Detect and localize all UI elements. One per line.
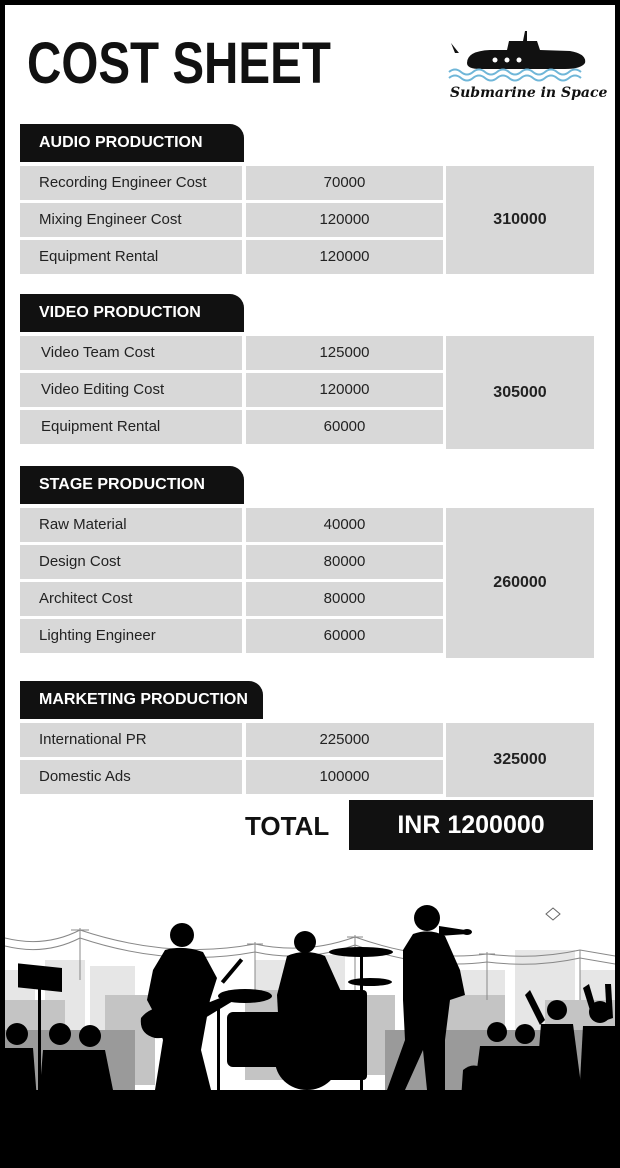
submarine-icon [445, 23, 590, 85]
total-value: INR 1200000 [349, 800, 593, 850]
page-title: COST SHEET [27, 31, 331, 96]
row-label: Lighting Engineer [20, 619, 242, 653]
section-subtotal: 305000 [446, 336, 594, 449]
row-label: Architect Cost [20, 582, 242, 616]
table-row [20, 240, 443, 274]
row-value: 40000 [246, 508, 443, 542]
concert-silhouette-icon [5, 900, 615, 1168]
row-label: Equipment Rental [20, 410, 242, 444]
row-value: 80000 [246, 545, 443, 579]
row-value: 60000 [246, 410, 443, 444]
section-marketing-production [20, 681, 600, 801]
table-row [20, 373, 443, 407]
section-audio-production [20, 124, 600, 279]
logo [445, 23, 608, 118]
table-row [20, 508, 443, 542]
table-row [20, 760, 443, 794]
row-value: 70000 [246, 166, 443, 200]
row-label: Video Editing Cost [20, 373, 242, 407]
row-label: Mixing Engineer Cost [20, 203, 242, 237]
row-label: International PR [20, 723, 242, 757]
table-row [20, 203, 443, 237]
table-row [20, 336, 443, 370]
cost-sheet [5, 5, 615, 1168]
section-header: STAGE PRODUCTION [20, 466, 244, 504]
row-value: 80000 [246, 582, 443, 616]
row-label: Equipment Rental [20, 240, 242, 274]
row-label: Raw Material [20, 508, 242, 542]
section-subtotal: 260000 [446, 508, 594, 658]
table-row [20, 582, 443, 616]
row-value: 120000 [246, 203, 443, 237]
table-row [20, 619, 443, 653]
row-value: 225000 [246, 723, 443, 757]
table-row [20, 723, 443, 757]
total-label: TOTAL [245, 811, 330, 841]
row-value: 120000 [246, 373, 443, 407]
row-label: Video Team Cost [20, 336, 242, 370]
row-label: Recording Engineer Cost [20, 166, 242, 200]
section-header: AUDIO PRODUCTION [20, 124, 244, 162]
row-value: 100000 [246, 760, 443, 794]
row-value: 60000 [246, 619, 443, 653]
section-subtotal: 325000 [446, 723, 594, 797]
section-video-production [20, 294, 600, 449]
row-value: 120000 [246, 240, 443, 274]
section-subtotal: 310000 [446, 166, 594, 274]
logo-text: Submarine in Space [450, 85, 608, 101]
section-header: VIDEO PRODUCTION [20, 294, 244, 332]
row-label: Design Cost [20, 545, 242, 579]
table-row [20, 166, 443, 200]
table-row [20, 410, 443, 444]
table-row [20, 545, 443, 579]
section-header: MARKETING PRODUCTION [20, 681, 263, 719]
row-label: Domestic Ads [20, 760, 242, 794]
row-value: 125000 [246, 336, 443, 370]
section-stage-production [20, 466, 600, 661]
